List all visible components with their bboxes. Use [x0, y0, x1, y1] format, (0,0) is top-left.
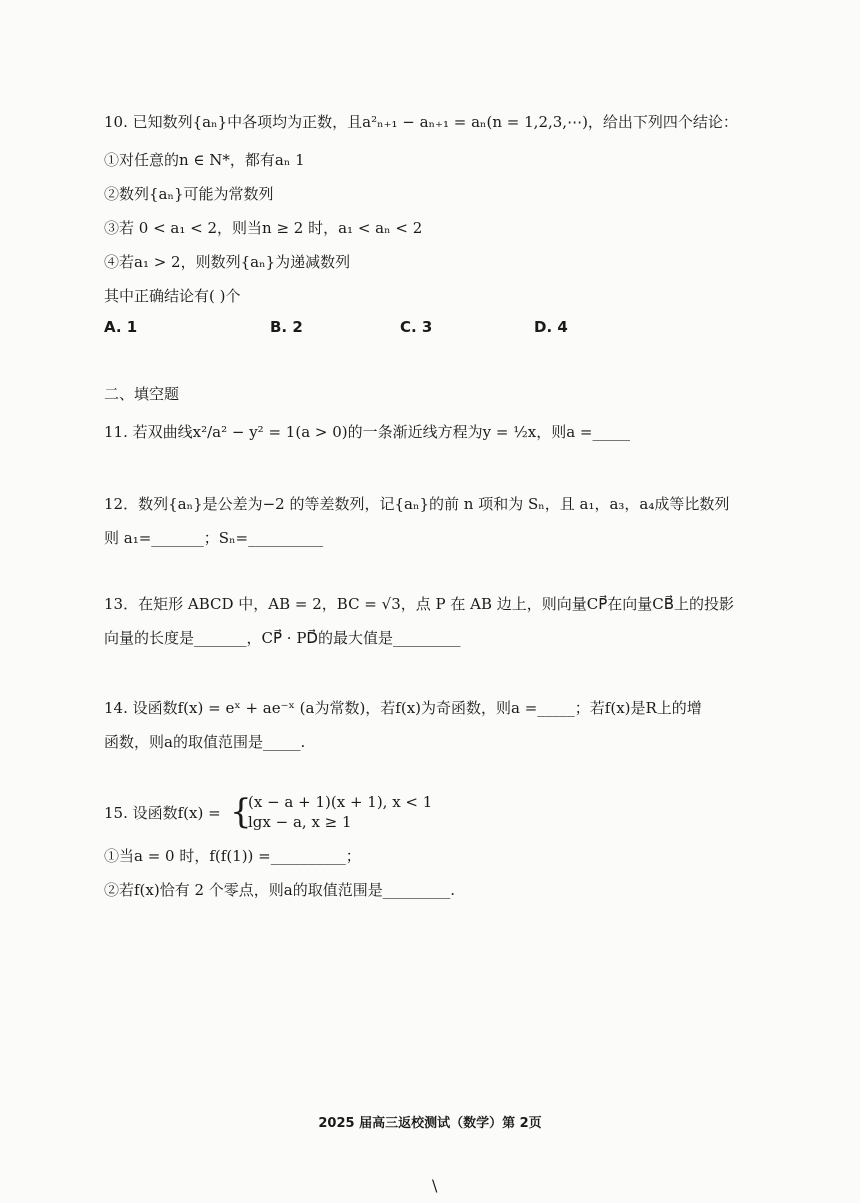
q12-line-2: 则 a₁=_______；Sₙ=__________ — [104, 529, 324, 547]
section-title-fill-in: 二、填空题 — [104, 385, 180, 403]
q11: 11. 若双曲线x²/a² − y² = 1(a > 0)的一条渐近线方程为y = ½x，则a =_____ — [104, 423, 630, 441]
q10-option-c: C. 3 — [400, 318, 433, 336]
q15-statement-1: ①当a = 0 时，f(f(1)) =__________； — [104, 847, 361, 865]
q13-line-2: 向量的长度是_______，CP⃗ · PD⃗的最大值是_________ — [104, 629, 461, 647]
q15-statement-2: ②若f(x)恰有 2 个零点，则a的取值范围是_________. — [104, 881, 456, 899]
q15-label: 15. 设函数f(x) = — [104, 804, 221, 822]
q15-case-2: lgx − a, x ≥ 1 — [248, 813, 352, 831]
q10-statement-2: ②数列{aₙ}可能为常数列 — [104, 185, 274, 203]
q13-line-1: 13．在矩形 ABCD 中，AB = 2，BC = √3，点 P 在 AB 边上，则向量CP⃗在向量CB⃗上的投影 — [104, 595, 735, 613]
q15-brace: { — [230, 792, 252, 832]
q10-question: 其中正确结论有( )个 — [104, 287, 241, 305]
q10-statement-4: ④若a₁ > 2，则数列{aₙ}为递减数列 — [104, 253, 351, 271]
q10-option-d: D. 4 — [534, 318, 568, 336]
q10-option-b: B. 2 — [270, 318, 303, 336]
q14-line-1: 14. 设函数f(x) = eˣ + ae⁻ˣ (a为常数)，若f(x)为奇函数，则a =_____；若f(x)是R上的增 — [104, 699, 702, 717]
q14-line-2: 函数，则a的取值范围是_____. — [104, 733, 306, 751]
stray-mark: \ — [432, 1176, 438, 1195]
q15-case-1: (x − a + 1)(x + 1), x < 1 — [248, 793, 433, 811]
q10-option-a: A. 1 — [104, 318, 138, 336]
q10-stem: 10. 已知数列{aₙ}中各项均为正数，且a²ₙ₊₁ − aₙ₊₁ = aₙ(n = 1,2,3,⋯)，给出下列四个结论： — [104, 113, 738, 131]
q12-line-1: 12．数列{aₙ}是公差为−2 的等差数列，记{aₙ}的前 n 项和为 Sₙ，且 a₁，a₃，a₄成等比数列 — [104, 495, 730, 513]
q10-statement-3: ③若 0 < a₁ < 2，则当n ≥ 2 时，a₁ < aₙ < 2 — [104, 219, 423, 237]
page-footer: 2025 届高三返校测试（数学）第 2页 — [318, 1116, 542, 1131]
q10-statement-1: ①对任意的n ∈ N*，都有aₙ 1 — [104, 151, 305, 169]
